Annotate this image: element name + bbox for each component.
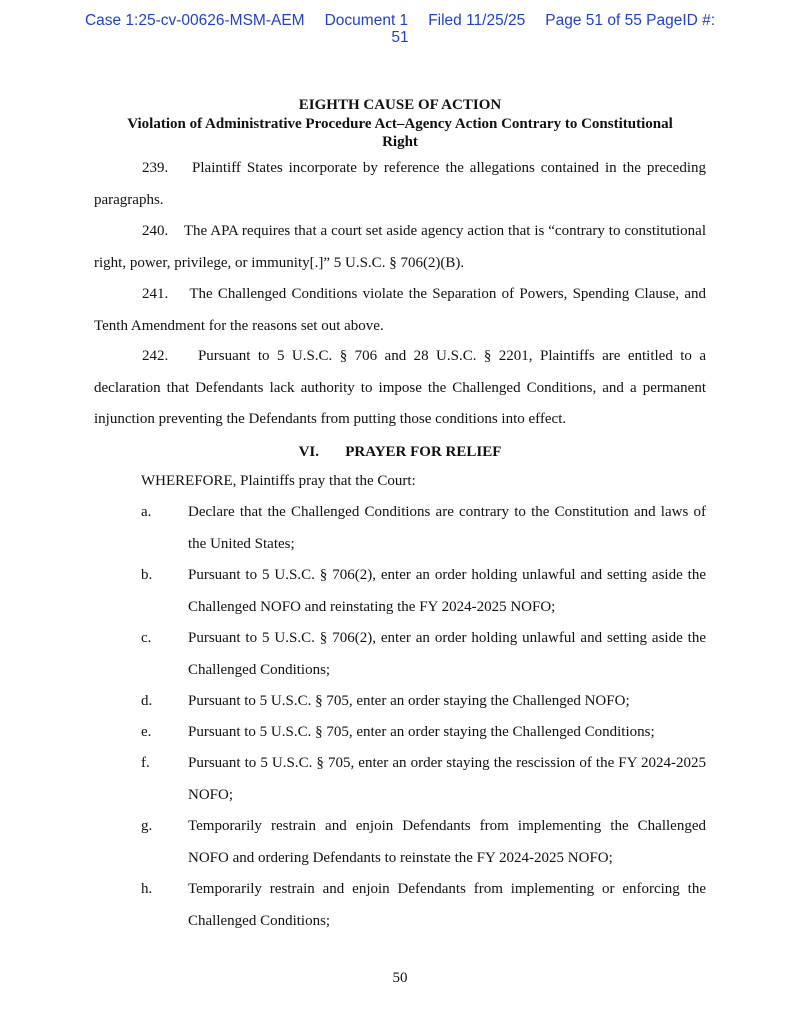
prayer-item-c [141,623,706,686]
page-number: 50 [392,970,408,986]
item-label: e. [141,724,152,740]
item-label: d. [141,693,153,709]
item-text: Temporarily restrain and enjoin Defendants from implementing the Challenged NOFO and ordering Defendants to reinstate the FY 2024-2025 NOFO; [188,818,706,866]
document-number: Document 1 [324,12,409,29]
item-text: Pursuant to 5 U.S.C. § 706(2), enter an order holding unlawful and setting aside the Challenged Conditions; [188,630,706,678]
prayer-item-a [141,497,706,560]
paragraph-239 [94,153,706,216]
paragraph-number: 242. [142,348,169,364]
prayer-item-f [141,748,706,811]
paragraph-241 [94,279,706,342]
paragraph-number: 239. [142,160,169,176]
ecf-header [0,12,800,46]
item-text: Pursuant to 5 U.S.C. § 705, enter an order staying the rescission of the FY 2024-2025 NOFO; [188,755,706,803]
item-label: b. [141,567,153,583]
item-text: Temporarily restrain and enjoin Defendants from implementing or enforcing the Challenged Conditions; [188,881,706,929]
prayer-intro: WHEREFORE, Plaintiffs pray that the Court: [141,473,416,489]
prayer-item-d [141,686,706,718]
paragraph-number: 241. [142,286,169,302]
item-label: g. [141,818,153,834]
paragraph-242 [94,341,706,436]
paragraph-text: Plaintiff States incorporate by reference the allegations contained in the preceding paragraphs. [94,160,706,208]
paragraph-number: 240. [142,223,169,239]
prayer-item-b [141,560,706,623]
paragraph-text: The APA requires that a court set aside agency action that is “contrary to constitutional right, power, privilege, or immunity[.]” 5 U.S.C. § 706(2)(B). [94,223,707,271]
cause-title: EIGHTH CAUSE OF ACTION [298,97,502,113]
prayer-heading [94,443,706,461]
item-text: Pursuant to 5 U.S.C. § 706(2), enter an order holding unlawful and setting aside the Challenged NOFO and reinstating the FY 2024-2025 NOFO; [188,567,706,615]
paragraph-240 [94,216,706,279]
section-number: VI. [298,444,320,460]
paragraph-text: Pursuant to 5 U.S.C. § 706 and 28 U.S.C. § 2201, Plaintiffs are entitled to a declaration that Defendants lack authority to impose the Challenged Conditions, and a permanent injunction preventing the Defendants from putting those conditions into effect. [94,348,706,427]
filed-date: Filed 11/25/25 [428,12,526,29]
section-title: PRAYER FOR RELIEF [345,444,502,460]
paragraph-text: The Challenged Conditions violate the Separation of Powers, Spending Clause, and Tenth Amendment for the reasons set out above. [94,286,707,334]
prayer-item-e [141,717,706,749]
item-label: f. [141,755,150,771]
cause-subtitle-line1: Violation of Administrative Procedure Act–Agency Action Contrary to Constitutional [127,116,673,132]
item-label: c. [141,630,152,646]
item-text: Declare that the Challenged Conditions are contrary to the Constitution and laws of the United States; [188,504,706,552]
item-label: h. [141,881,153,897]
case-number: Case 1:25-cv-00626-MSM-AEM [84,12,305,29]
page-id: 51 [391,29,409,46]
item-text: Pursuant to 5 U.S.C. § 705, enter an order staying the Challenged Conditions; [188,724,655,740]
prayer-item-h [141,874,706,937]
cause-subtitle-line2: Right [382,134,418,150]
item-label: a. [141,504,152,520]
prayer-item-g [141,811,706,874]
item-text: Pursuant to 5 U.S.C. § 705, enter an order staying the Challenged NOFO; [188,693,630,709]
page-info: Page 51 of 55 PageID #: [545,12,716,29]
